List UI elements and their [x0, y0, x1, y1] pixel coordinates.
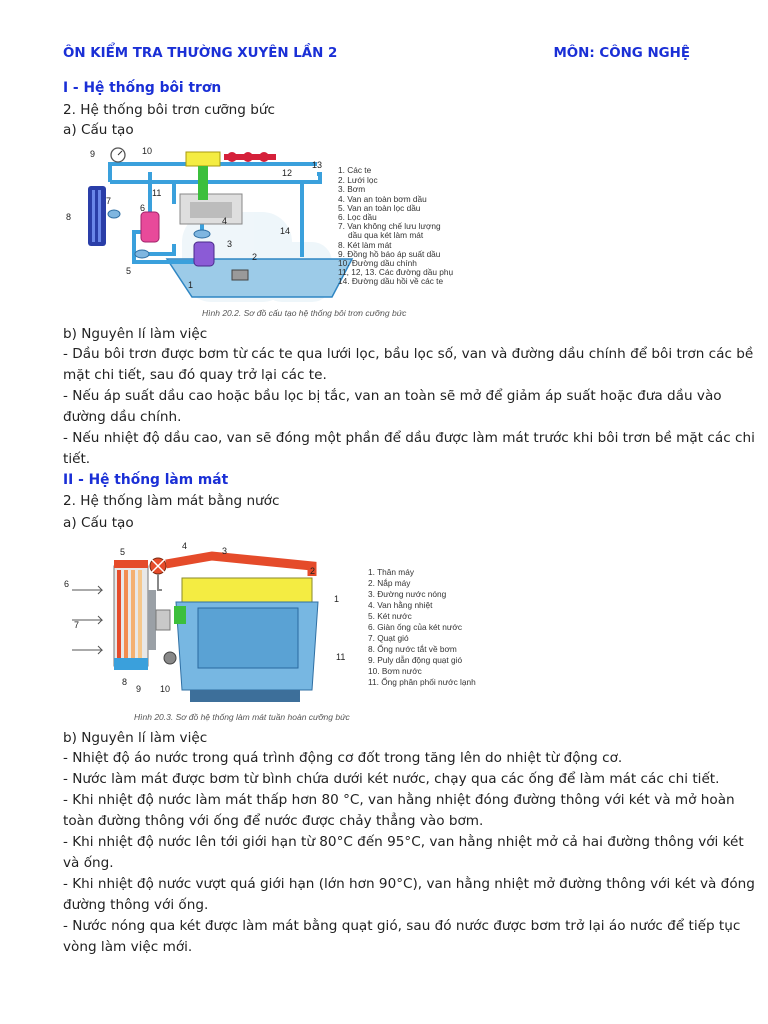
label-3: 3	[222, 546, 228, 556]
label-14: 14	[280, 226, 291, 236]
label-11: 11	[336, 652, 346, 662]
header-title: ÔN KIỂM TRA THƯỜNG XUYÊN LẦN 2	[63, 46, 338, 61]
hot-water-pipe	[166, 556, 312, 576]
principle-heading-2: b) Nguyên lí làm việc	[63, 730, 208, 746]
water-pump	[164, 652, 176, 664]
svg-text:7. Van không chế lưu lượng: 7. Van không chế lưu lượng	[338, 221, 441, 231]
lubrication-text-line: đường dầu chính.	[63, 409, 182, 425]
svg-text:3. Đường nước nóng: 3. Đường nước nóng	[368, 589, 447, 599]
label-9: 9	[136, 684, 142, 694]
radiator	[114, 560, 148, 670]
svg-text:5. Van an toàn lọc dầu: 5. Van an toàn lọc dầu	[338, 203, 421, 213]
diagram-legend	[338, 165, 453, 286]
svg-text:2. Nắp máy: 2. Nắp máy	[368, 578, 411, 588]
label-3: 3	[227, 239, 233, 249]
svg-text:1. Thân máy: 1. Thân máy	[368, 567, 414, 577]
engine-block	[180, 194, 242, 224]
page-header	[63, 46, 690, 66]
svg-text:2. Lưới lọc: 2. Lưới lọc	[338, 175, 378, 185]
lubrication-diagram	[62, 142, 462, 322]
svg-text:11. Ống phân phối nước lạnh: 11. Ống phân phối nước lạnh	[368, 677, 476, 687]
label-2: 2	[252, 252, 258, 262]
svg-text:5. Két nước: 5. Két nước	[368, 611, 412, 621]
label-5: 5	[120, 547, 126, 557]
oil-filter	[141, 212, 159, 242]
label-1: 1	[188, 280, 194, 290]
section-subtitle-lubrication: 2. Hệ thống bôi trơn cưỡng bức	[63, 102, 275, 118]
engine	[176, 578, 318, 702]
label-7: 7	[106, 196, 112, 206]
svg-text:10. Đường dầu chính: 10. Đường dầu chính	[338, 258, 417, 268]
water-distributor	[174, 606, 186, 624]
oil-pump	[194, 242, 214, 266]
label-10: 10	[142, 146, 153, 156]
label-8: 8	[66, 212, 72, 222]
svg-text:7. Quạt gió: 7. Quạt gió	[368, 633, 409, 643]
principle-heading-1: b) Nguyên lí làm việc	[63, 326, 208, 342]
svg-text:8. Ống nước tắt về bơm: 8. Ống nước tắt về bơm	[368, 644, 457, 654]
structure-heading-2: a) Cấu tạo	[63, 515, 134, 531]
svg-text:1. Các te: 1. Các te	[338, 165, 372, 175]
label-1: 1	[334, 594, 340, 604]
cooler-valve	[108, 210, 120, 218]
cooling-text-line: và ống.	[63, 855, 114, 871]
svg-text:4. Van hằng nhiệt: 4. Van hằng nhiệt	[368, 600, 433, 610]
svg-text:dầu qua két làm mát: dầu qua két làm mát	[348, 230, 424, 240]
filter-safety-valve	[135, 250, 149, 258]
svg-text:6. Giàn ống của két nước: 6. Giàn ống của két nước	[368, 622, 463, 632]
svg-text:9. Puly dẫn động quạt gió: 9. Puly dẫn động quạt gió	[368, 655, 463, 665]
section-title-lubrication: I - Hệ thống bôi trơn	[63, 80, 222, 96]
figure-caption-20-2: Hình 20.2. Sơ đồ cấu tạo hệ thống bôi trơn cưỡng bức	[202, 308, 407, 318]
svg-text:8. Két làm mát: 8. Két làm mát	[338, 240, 392, 250]
bypass-pipe	[158, 574, 162, 590]
svg-text:6. Lọc dầu: 6. Lọc dầu	[338, 212, 377, 222]
header-subject: MÔN: CÔNG NGHỆ	[553, 46, 690, 61]
cooling-text-line: vòng làm việc mới.	[63, 939, 193, 955]
cooling-text-line: - Nước làm mát được bơm từ bình chứa dưới két nước, chạy qua các ống để làm mát các chi tiết.	[63, 771, 720, 787]
label-6: 6	[140, 203, 146, 213]
pump-safety-valve	[194, 230, 210, 238]
cooling-text-line: toàn đường thông với ống để nước được chảy thẳng vào bơm.	[63, 813, 484, 829]
svg-text:3. Bơm: 3. Bơm	[338, 184, 366, 194]
cooling-text-line: - Khi nhiệt độ nước vượt quá giới hạn (lớn hơn 90°C), van hằng nhiệt mở đường thông với két và đóng	[63, 876, 755, 892]
svg-text:10. Bơm nước: 10. Bơm nước	[368, 666, 422, 676]
section-subtitle-cooling: 2. Hệ thống làm mát bằng nước	[63, 493, 280, 509]
label-7: 7	[74, 620, 80, 630]
figure-lubrication-system	[62, 142, 462, 322]
lubrication-text-line: - Nếu nhiệt độ dầu cao, van sẽ đóng một phần để dầu được làm mát trước khi bôi trơn bề mặt các chi	[63, 430, 755, 446]
label-13: 13	[312, 160, 323, 170]
cooling-text-line: - Nước nóng qua két được làm mát bằng quạt gió, sau đó nước được bơm trở lại áo nước để tiếp tục	[63, 918, 741, 934]
fan	[148, 590, 170, 650]
label-11: 11	[152, 188, 162, 198]
label-4: 4	[182, 541, 188, 551]
connecting-rod	[198, 166, 208, 200]
lubrication-text-line: tiết.	[63, 451, 91, 467]
lubrication-text-line: mặt chi tiết, sau đó quay trở lại các te.	[63, 367, 327, 383]
section-title-cooling: II - Hệ thống làm mát	[63, 472, 229, 488]
svg-text:4. Van an toàn bơm dầu: 4. Van an toàn bơm dầu	[338, 194, 427, 204]
label-12: 12	[282, 168, 293, 178]
cooling-legend	[368, 567, 476, 687]
structure-heading-1: a) Cấu tạo	[63, 122, 134, 138]
cooling-text-line: - Khi nhiệt độ nước làm mát thấp hơn 80 °C, van hằng nhiệt đóng đường thông với két và mở hoàn	[63, 792, 735, 808]
label-9: 9	[90, 149, 96, 159]
camshaft	[224, 152, 276, 162]
lubrication-text-line: - Dầu bôi trơn được bơm từ các te qua lưới lọc, bầu lọc số, van và đường dầu chính để bôi trơn các bề	[63, 346, 754, 362]
oil-strainer	[232, 270, 248, 280]
lubrication-text-line: - Nếu áp suất dầu cao hoặc bầu lọc bị tắc, van an toàn sẽ mở để giảm áp suất hoặc đưa dầu vào	[63, 388, 722, 404]
cooling-text-line: đường thông với ống.	[63, 897, 209, 913]
cooling-text-line: - Nhiệt độ áo nước trong quá trình động cơ đốt trong tăng lên do nhiệt từ động cơ.	[63, 750, 623, 766]
cooling-diagram	[62, 540, 512, 725]
cooling-text-line: - Khi nhiệt độ nước lên tới giới hạn từ 80°C đến 95°C, van hằng nhiệt mở cả hai đường thông với két	[63, 834, 744, 850]
svg-text:9. Đồng hồ báo áp suất dầu: 9. Đồng hồ báo áp suất dầu	[338, 249, 441, 259]
figure-cooling-system	[62, 540, 512, 725]
piston	[186, 152, 220, 166]
label-10: 10	[160, 684, 171, 694]
label-8: 8	[122, 677, 128, 687]
svg-text:14. Đường dầu hồi về các te: 14. Đường dầu hồi về các te	[338, 276, 444, 286]
oil-cooler	[88, 186, 106, 246]
label-5: 5	[126, 266, 132, 276]
label-6: 6	[64, 579, 70, 589]
figure-caption-20-3: Hình 20.3. Sơ đồ hệ thống làm mát tuần hoàn cưỡng bức	[134, 712, 350, 722]
label-2: 2	[310, 566, 316, 576]
label-4: 4	[222, 216, 228, 226]
svg-text:11, 12, 13. Các đường dầu phụ: 11, 12, 13. Các đường dầu phụ	[338, 267, 454, 277]
